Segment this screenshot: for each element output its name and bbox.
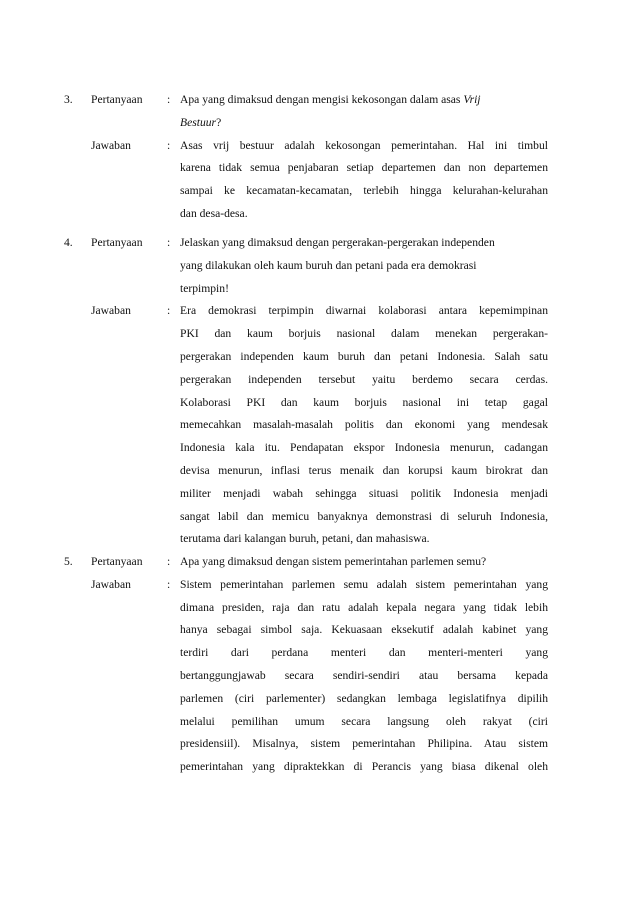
- answer-line: dimana presiden, raja dan ratu adalah kepala negara yang tidak lebih: [180, 600, 548, 614]
- question-line: Bestuur?: [180, 115, 222, 129]
- answer-line: parlemen (ciri parlementer) sedangkan lembaga legislatifnya dipilih: [180, 691, 548, 705]
- answer-line: sampai ke kecamatan-kecamatan, terlebih hingga kelurahan-kelurahan: [180, 184, 548, 198]
- answer-row: [0, 135, 638, 158]
- question-line: Apa yang dimaksud dengan mengisi kekosongan dalam asas Vrij: [180, 93, 481, 106]
- question-line: terpimpin!: [180, 281, 229, 295]
- item-number: 3.: [64, 93, 73, 106]
- answer-line: hanya sebagai simbol saja. Kekuasaan eksekutif adalah kabinet yang: [180, 623, 548, 637]
- question-row: [0, 112, 638, 135]
- question-row: [0, 551, 638, 574]
- qa-item-4: [0, 232, 638, 551]
- answer-line: dan desa-desa.: [180, 206, 248, 220]
- answer-row: [0, 574, 638, 597]
- answer-row: [0, 300, 638, 323]
- colon: :: [167, 555, 171, 568]
- question-label: Pertanyaan: [91, 236, 143, 249]
- question-row: [0, 232, 638, 255]
- answer-line: Indonesia kala itu. Pendapatan ekspor Indonesia menurun, cadangan: [180, 441, 548, 455]
- qa-item-3: [0, 89, 638, 226]
- colon: :: [167, 93, 171, 106]
- question-label: Pertanyaan: [91, 555, 143, 568]
- colon: :: [167, 236, 171, 249]
- question-line: yang dilakukan oleh kaum buruh dan petani pada era demokrasi: [180, 258, 477, 272]
- answer-label: Jawaban: [91, 577, 131, 591]
- item-number: 4.: [64, 236, 73, 249]
- answer-line: melalui pemilihan umum secara langsung oleh rakyat (ciri: [180, 714, 548, 728]
- answer-line: terutama dari kalangan buruh, petani, dan mahasiswa.: [180, 532, 430, 546]
- answer-line: PKI dan kaum borjuis nasional dalam menekan pergerakan-: [180, 327, 548, 341]
- answer-line: presidensiil). Misalnya, sistem pemerintahan Philipina. Atau sistem: [180, 737, 548, 751]
- answer-line: pemerintahan yang dipraktekkan di Perancis yang biasa dikenal oleh: [180, 760, 548, 774]
- question-label: Pertanyaan: [91, 93, 143, 106]
- answer-label: Jawaban: [91, 138, 131, 152]
- answer-line: Era demokrasi terpimpin diwarnai kolaborasi antara kepemimpinan: [180, 304, 548, 318]
- colon: :: [167, 138, 171, 152]
- question-row: [0, 89, 638, 112]
- answer-line: karena tidak semua penjabaran setiap departemen dan non departemen: [180, 161, 548, 175]
- answer-line: pergerakan independen kaum buruh dan petani Indonesia. Salah satu: [180, 349, 548, 363]
- answer-line: Sistem pemerintahan parlemen semu adalah sistem pemerintahan yang: [180, 577, 548, 591]
- item-number: 5.: [64, 555, 73, 568]
- question-line: Jelaskan yang dimaksud dengan pergerakan-pergerakan independen: [180, 236, 495, 249]
- answer-line: devisa menurun, inflasi terus menaik dan korupsi kaum birokrat dan: [180, 463, 548, 477]
- answer-line: terdiri dari perdana menteri dan menteri-menteri yang: [180, 646, 548, 660]
- question-line: Apa yang dimaksud dengan sistem pemerintahan parlemen semu?: [180, 555, 487, 568]
- answer-line: Asas vrij bestuur adalah kekosongan pemerintahan. Hal ini timbul: [180, 138, 548, 152]
- answer-line: pergerakan independen tersebut yaitu berdemo secara cerdas.: [180, 372, 548, 386]
- colon: :: [167, 577, 171, 591]
- answer-line: militer menjadi wabah sehingga situasi politik Indonesia menjadi: [180, 486, 548, 500]
- answer-line: Kolaborasi PKI dan kaum borjuis nasional ini tetap gagal: [180, 395, 548, 409]
- answer-line: memecahkan masalah-masalah politis dan ekonomi yang mendesak: [180, 418, 548, 432]
- answer-line: sangat labil dan memicu banyaknya demonstrasi di seluruh Indonesia,: [180, 509, 548, 523]
- colon: :: [167, 304, 171, 318]
- answer-label: Jawaban: [91, 304, 131, 318]
- qa-item-5: [0, 551, 638, 779]
- answer-line: bertanggungjawab secara sendiri-sendiri atau bersama kepada: [180, 668, 548, 682]
